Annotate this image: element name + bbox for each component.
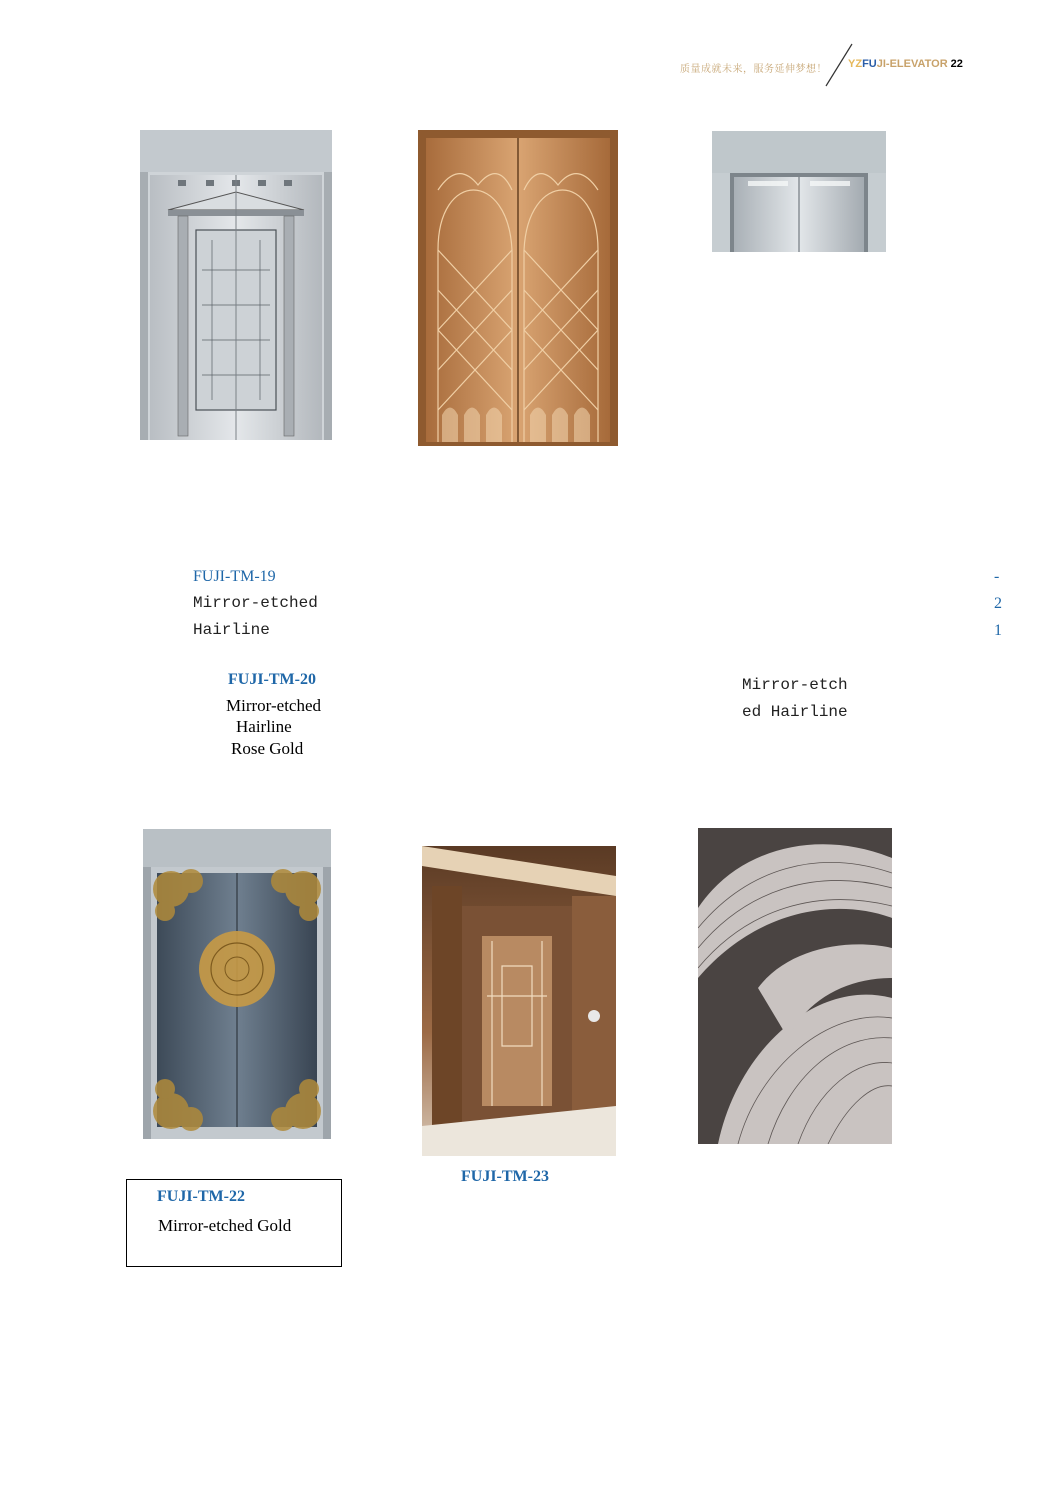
product-desc-tm19-line2: Hairline bbox=[193, 621, 270, 639]
lobby-image-tm23 bbox=[422, 846, 616, 1156]
side-mark-dash: - bbox=[994, 568, 1000, 585]
door-image-tm20 bbox=[418, 130, 618, 446]
product-desc-tm22: Mirror-etched Gold bbox=[158, 1216, 292, 1235]
product-label-box-tm22 bbox=[126, 1179, 342, 1267]
door-image-tm22 bbox=[143, 829, 331, 1139]
product-desc-tm21-line1: Mirror-etch bbox=[742, 676, 848, 694]
product-desc-tm19-line1: Mirror-etched bbox=[193, 594, 318, 612]
product-desc-tm20-line3: Rose Gold bbox=[231, 739, 304, 758]
pattern-image-leaf bbox=[698, 828, 892, 1144]
product-code-tm22: FUJI-TM-22 bbox=[157, 1188, 245, 1205]
product-desc-tm21-line2: ed Hairline bbox=[742, 703, 848, 721]
door-image-tm21 bbox=[712, 131, 886, 252]
header-slogan: 质量成就未来，服务延伸梦想！ bbox=[680, 64, 827, 75]
door-image-tm19 bbox=[140, 130, 332, 440]
product-desc-tm20-line2: Hairline bbox=[236, 717, 292, 736]
side-mark-2: 2 bbox=[994, 595, 1002, 612]
side-mark-1: 1 bbox=[994, 622, 1002, 639]
product-desc-tm20-line1: Mirror-etched bbox=[226, 696, 322, 715]
product-code-tm19: FUJI-TM-19 bbox=[193, 568, 276, 585]
product-code-tm20: FUJI-TM-20 bbox=[228, 671, 316, 688]
brand-logo: YZFUJI-ELEVATOR 22 bbox=[848, 58, 963, 70]
page-number: 22 bbox=[950, 58, 963, 70]
product-code-tm23: FUJI-TM-23 bbox=[461, 1168, 549, 1185]
